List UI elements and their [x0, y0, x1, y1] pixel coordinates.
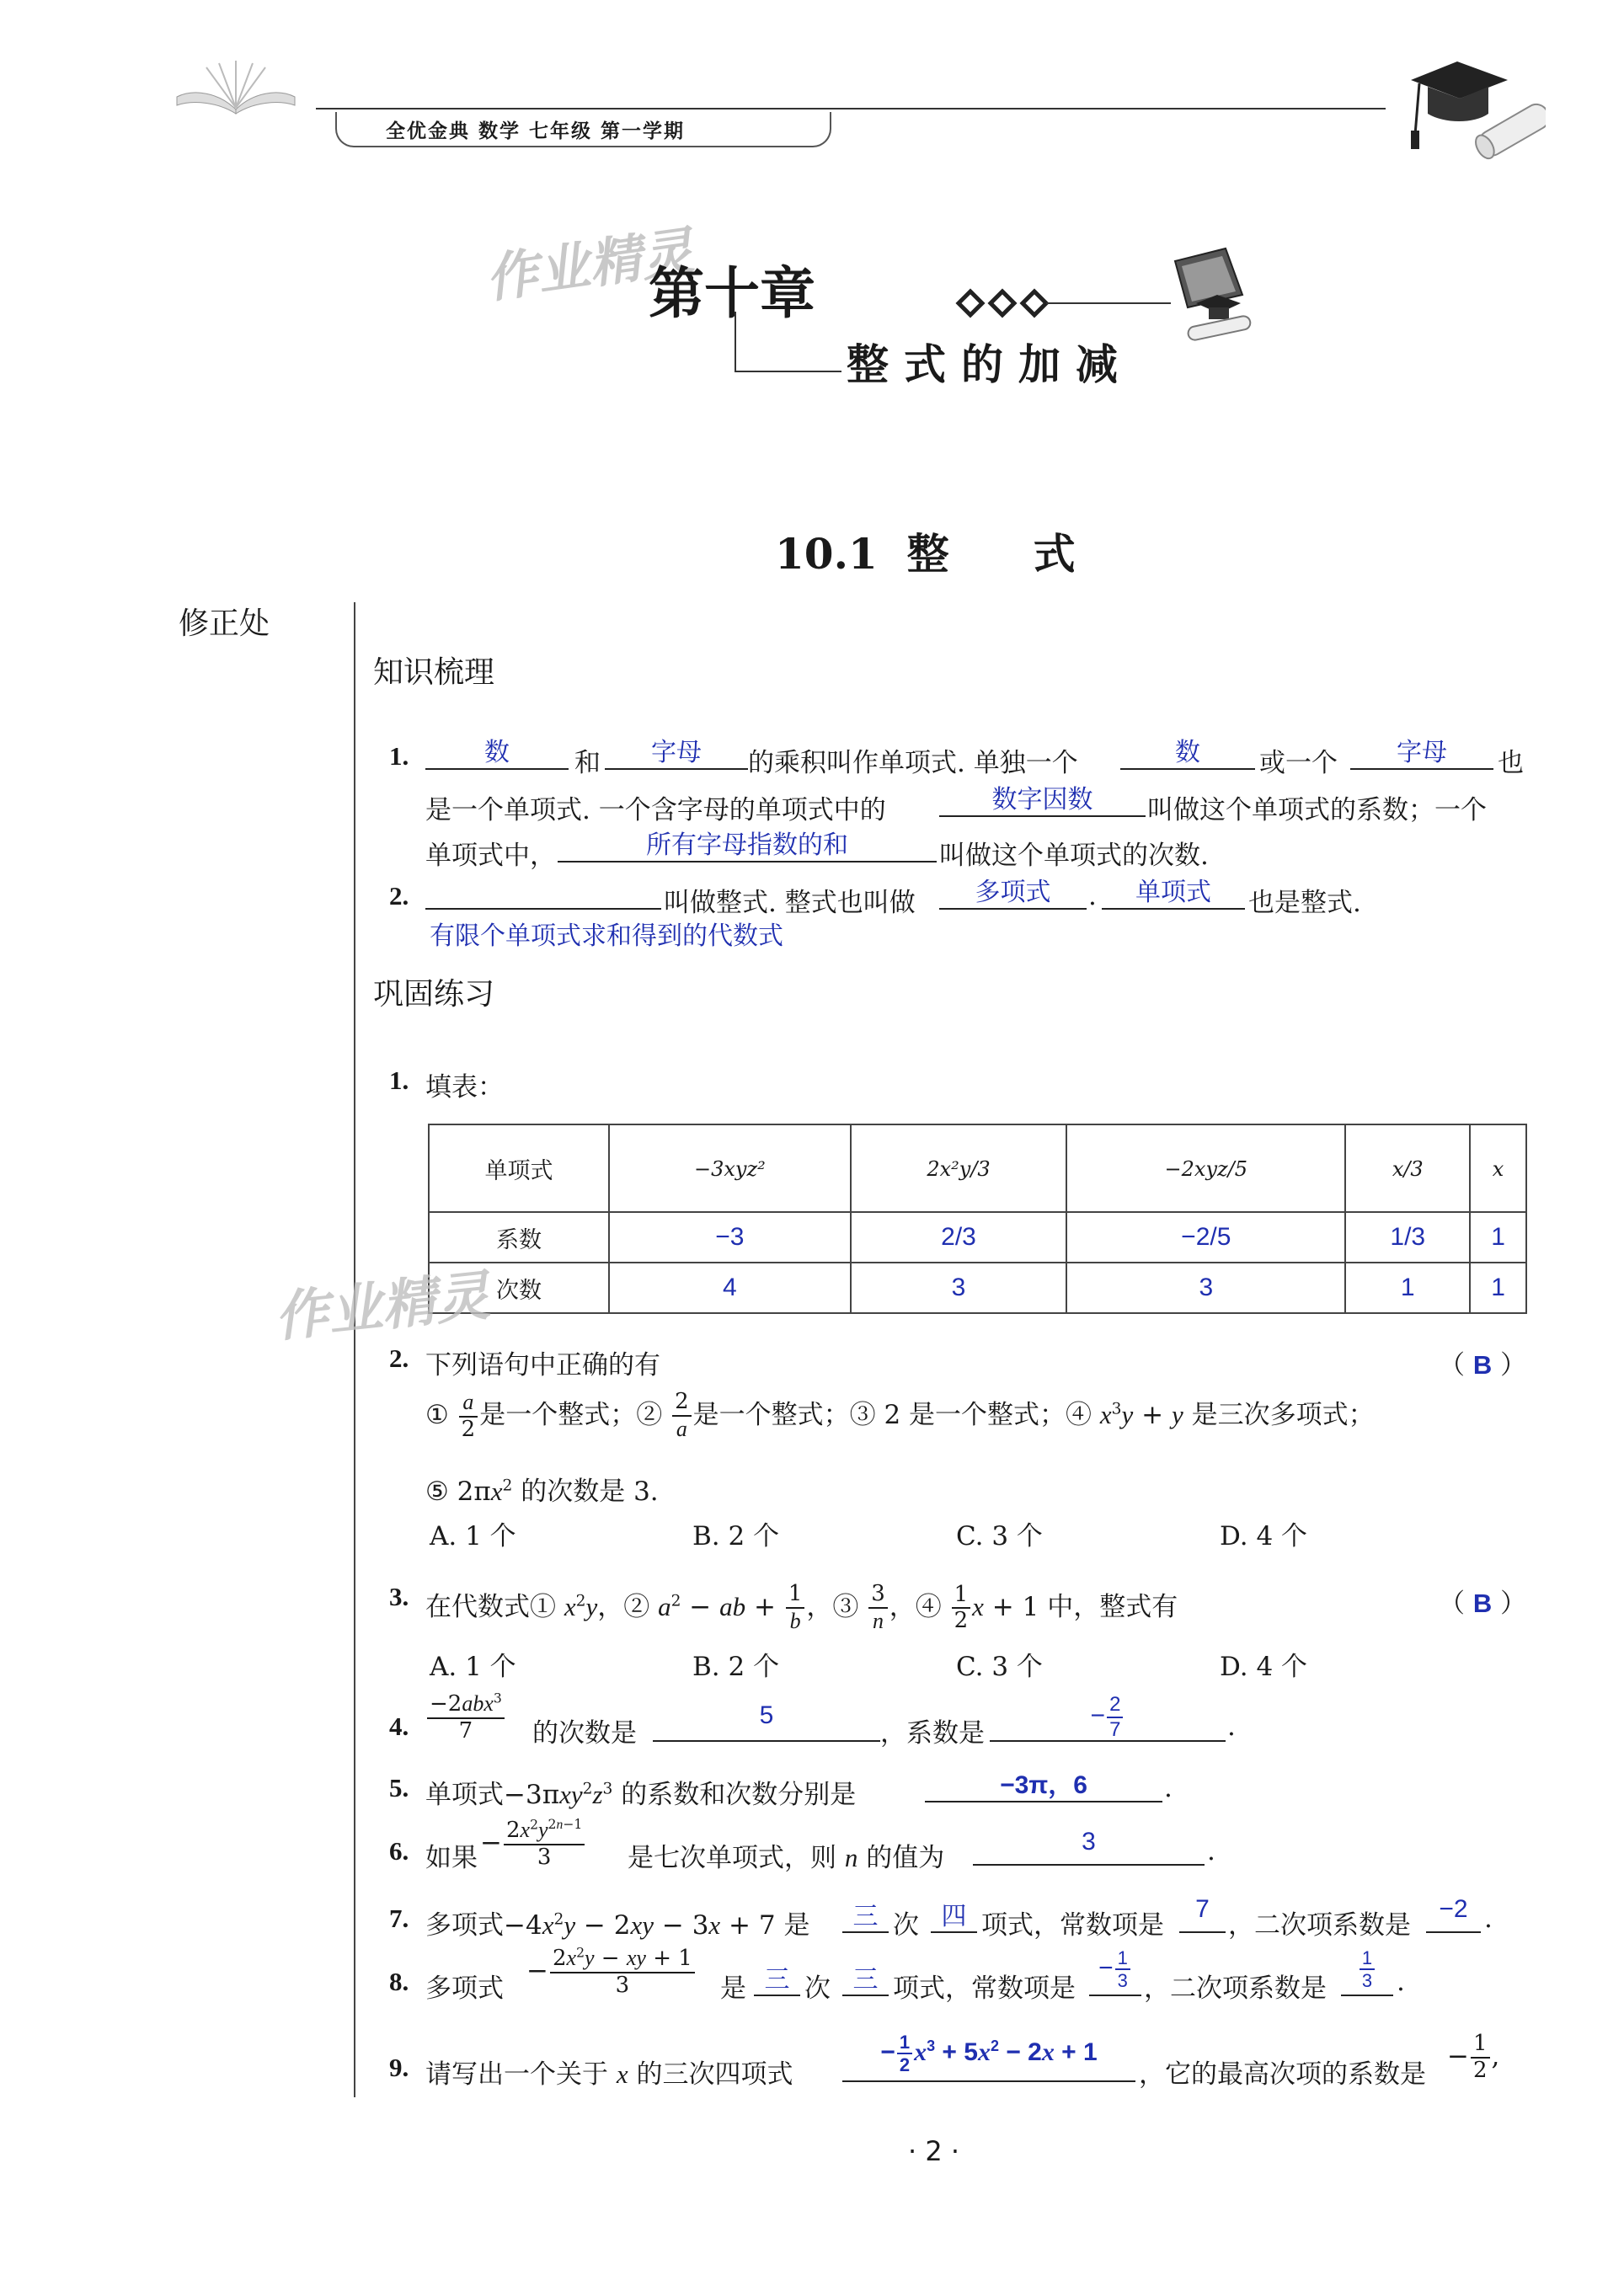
choice-answer: B — [1472, 1350, 1493, 1380]
coefficient-cell: −3 — [609, 1212, 851, 1263]
coefficient-cell: 1 — [1470, 1212, 1526, 1263]
blank-answer: 四 — [941, 1903, 967, 1931]
monomial-cell: x — [1470, 1124, 1526, 1212]
chapter-number: 第十章 — [649, 261, 815, 326]
blank-answer: 5 — [759, 1701, 774, 1729]
blank-answer: 所有字母指数的和 — [646, 831, 848, 859]
degree-cell: 1 — [1345, 1263, 1470, 1313]
blank-answer: 数 — [484, 739, 510, 766]
degree-cell: 3 — [851, 1263, 1066, 1313]
open-book-icon — [173, 59, 299, 118]
monomial-cell: −3xyz² — [609, 1124, 851, 1212]
watermark: 作业精灵 — [481, 220, 697, 310]
blank-answer: 三 — [852, 1903, 879, 1931]
monomial-table: 单项式 −3xyz² 2x²y/3 −2xyz/5 x/3 x 系数 −3 2/3 −2/5 1/3 1 次数 4 3 3 1 1 — [428, 1124, 1527, 1314]
blank-answer: 字母 — [1397, 739, 1447, 766]
monomial-cell: x/3 — [1345, 1124, 1470, 1212]
coefficient-cell: 1/3 — [1345, 1212, 1470, 1263]
diamond-ornament-icon — [952, 286, 1171, 320]
blank-answer: 3 — [1082, 1828, 1096, 1856]
blank-answer: 7 — [1195, 1895, 1210, 1923]
blank-answer: 字母 — [651, 739, 702, 766]
chapter-title: 整式的加减 — [847, 340, 1133, 389]
blank-answer: $\frac{1}{3}$ — [1341, 1947, 1393, 1992]
monomial-cell: −2xyz/5 — [1066, 1124, 1345, 1212]
choice-answer: B — [1472, 1589, 1493, 1618]
margin-divider — [354, 602, 355, 2097]
page-number: · 2 · — [908, 2135, 960, 2167]
correction-label: 修正处 — [179, 606, 270, 641]
books-and-cap-icon — [1167, 244, 1259, 345]
blank-answer: 数字因数 — [991, 786, 1093, 814]
book-title: 全优金典 数学 七年级 第一学期 — [386, 120, 686, 142]
chapter-bracket — [735, 312, 841, 372]
degree-cell: 4 — [609, 1263, 851, 1313]
blank-answer: − $\frac{1}{2}$ $x^3 + 5x^2 - 2x + 1$ — [880, 2032, 1098, 2076]
coefficient-cell: 2/3 — [851, 1212, 1066, 1263]
blank-answer: − $\frac{2}{7}$ — [990, 1693, 1226, 1741]
knowledge-heading: 知识梳理 — [373, 655, 495, 690]
graduation-cap-icon — [1394, 55, 1546, 160]
blank-answer: 数 — [1175, 739, 1200, 766]
blank-answer: − $\frac{1}{3}$ — [1089, 1947, 1141, 1992]
monomial-cell: 2x²y/3 — [851, 1124, 1066, 1212]
degree-cell: 3 — [1066, 1263, 1345, 1313]
blank-answer: −3π，6 — [1000, 1771, 1087, 1799]
blank-answer: 三 — [852, 1966, 879, 1994]
practice-heading: 巩固练习 — [373, 977, 495, 1012]
blank-answer: −2 — [1439, 1895, 1468, 1923]
watermark: 作业精灵 — [271, 1264, 493, 1350]
blank-answer: 三 — [764, 1966, 790, 1994]
coefficient-cell: −2/5 — [1066, 1212, 1345, 1263]
section-title: 10.1 整 式 — [775, 529, 1076, 579]
degree-cell: 1 — [1470, 1263, 1526, 1313]
blank-answer: 多项式 — [975, 878, 1051, 906]
header-rule — [316, 108, 1386, 109]
blank-answer: 有限个单项式求和得到的代数式 — [430, 922, 783, 950]
blank-answer: 单项式 — [1135, 878, 1211, 906]
